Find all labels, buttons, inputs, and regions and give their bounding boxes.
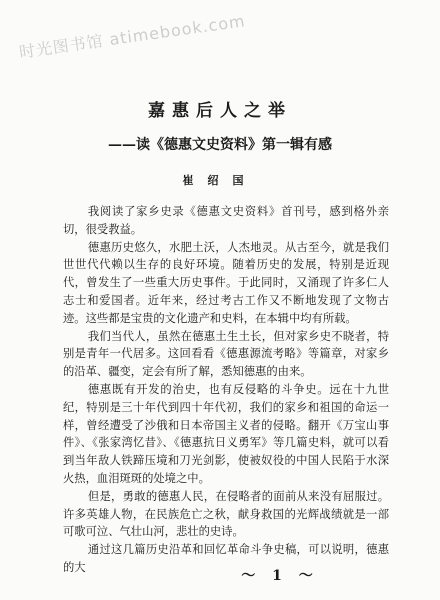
page-number: ～ 1 ～ xyxy=(241,568,319,584)
paragraph: 德惠既有开发的治史，也有反侵略的斗争史。远在十九世纪，特别是三十年代到四十年代初，我们的家乡和祖国的命运一样，曾经遭受了沙俄和日本帝国主义者的侵略。翻开《万宝山事件》、《张家湾忆昔》、《德惠抗日义勇军》等几篇史料，就可以看到当年敌人铁蹄压境和刀光剑影，使被奴役的中国人民陷于水深火热，血泪斑斑的处境之中。 xyxy=(63,382,389,485)
paragraph: 但是，勇敢的德惠人民，在侵略者的面前从来没有屈服过。许多英雄人物，在民族危亡之秋，献身救国的光辉战绩就是一部可歌可泣、气壮山河，悲壮的史诗。 xyxy=(63,489,389,539)
watermark: 时光图书馆 atimebook.com xyxy=(17,11,247,62)
author-name: 崔绍国 xyxy=(182,174,258,187)
paragraph: 我阅读了家乡史录《德惠文史资料》首刊号，感到格外亲切，很受教益。 xyxy=(63,205,389,236)
article-subtitle: ——读《德惠文史资料》第一辑有感 xyxy=(108,137,332,153)
article-title: 嘉惠后人之举 xyxy=(148,101,292,121)
article-body xyxy=(63,203,389,577)
paragraph: 我们当代人，虽然在德惠土生土长，但对家乡史不晓者，特别是青年一代居多。这回看看《德惠源流考略》等篇章，对家乡的沿革、疆变，定会有所了解，悉知德惠的由来。 xyxy=(63,329,389,379)
paragraph: 通过这几篇历史沿革和回忆革命斗争史稿，可以说明，德惠的大 xyxy=(63,543,389,574)
paragraph: 德惠历史悠久，水肥土沃，人杰地灵。从古至今，就是我们世世代代赖以生存的良好环境。随着历史的发展，特别是近现代，曾发生了一些重大历史事件。于此同时，又涌现了许多仁人志士和爱国者。近年来，经过考古工作又不断地发现了文物古迹。这些都是宝贵的文化遗产和史料，在本辑中均有所载。 xyxy=(63,240,389,325)
